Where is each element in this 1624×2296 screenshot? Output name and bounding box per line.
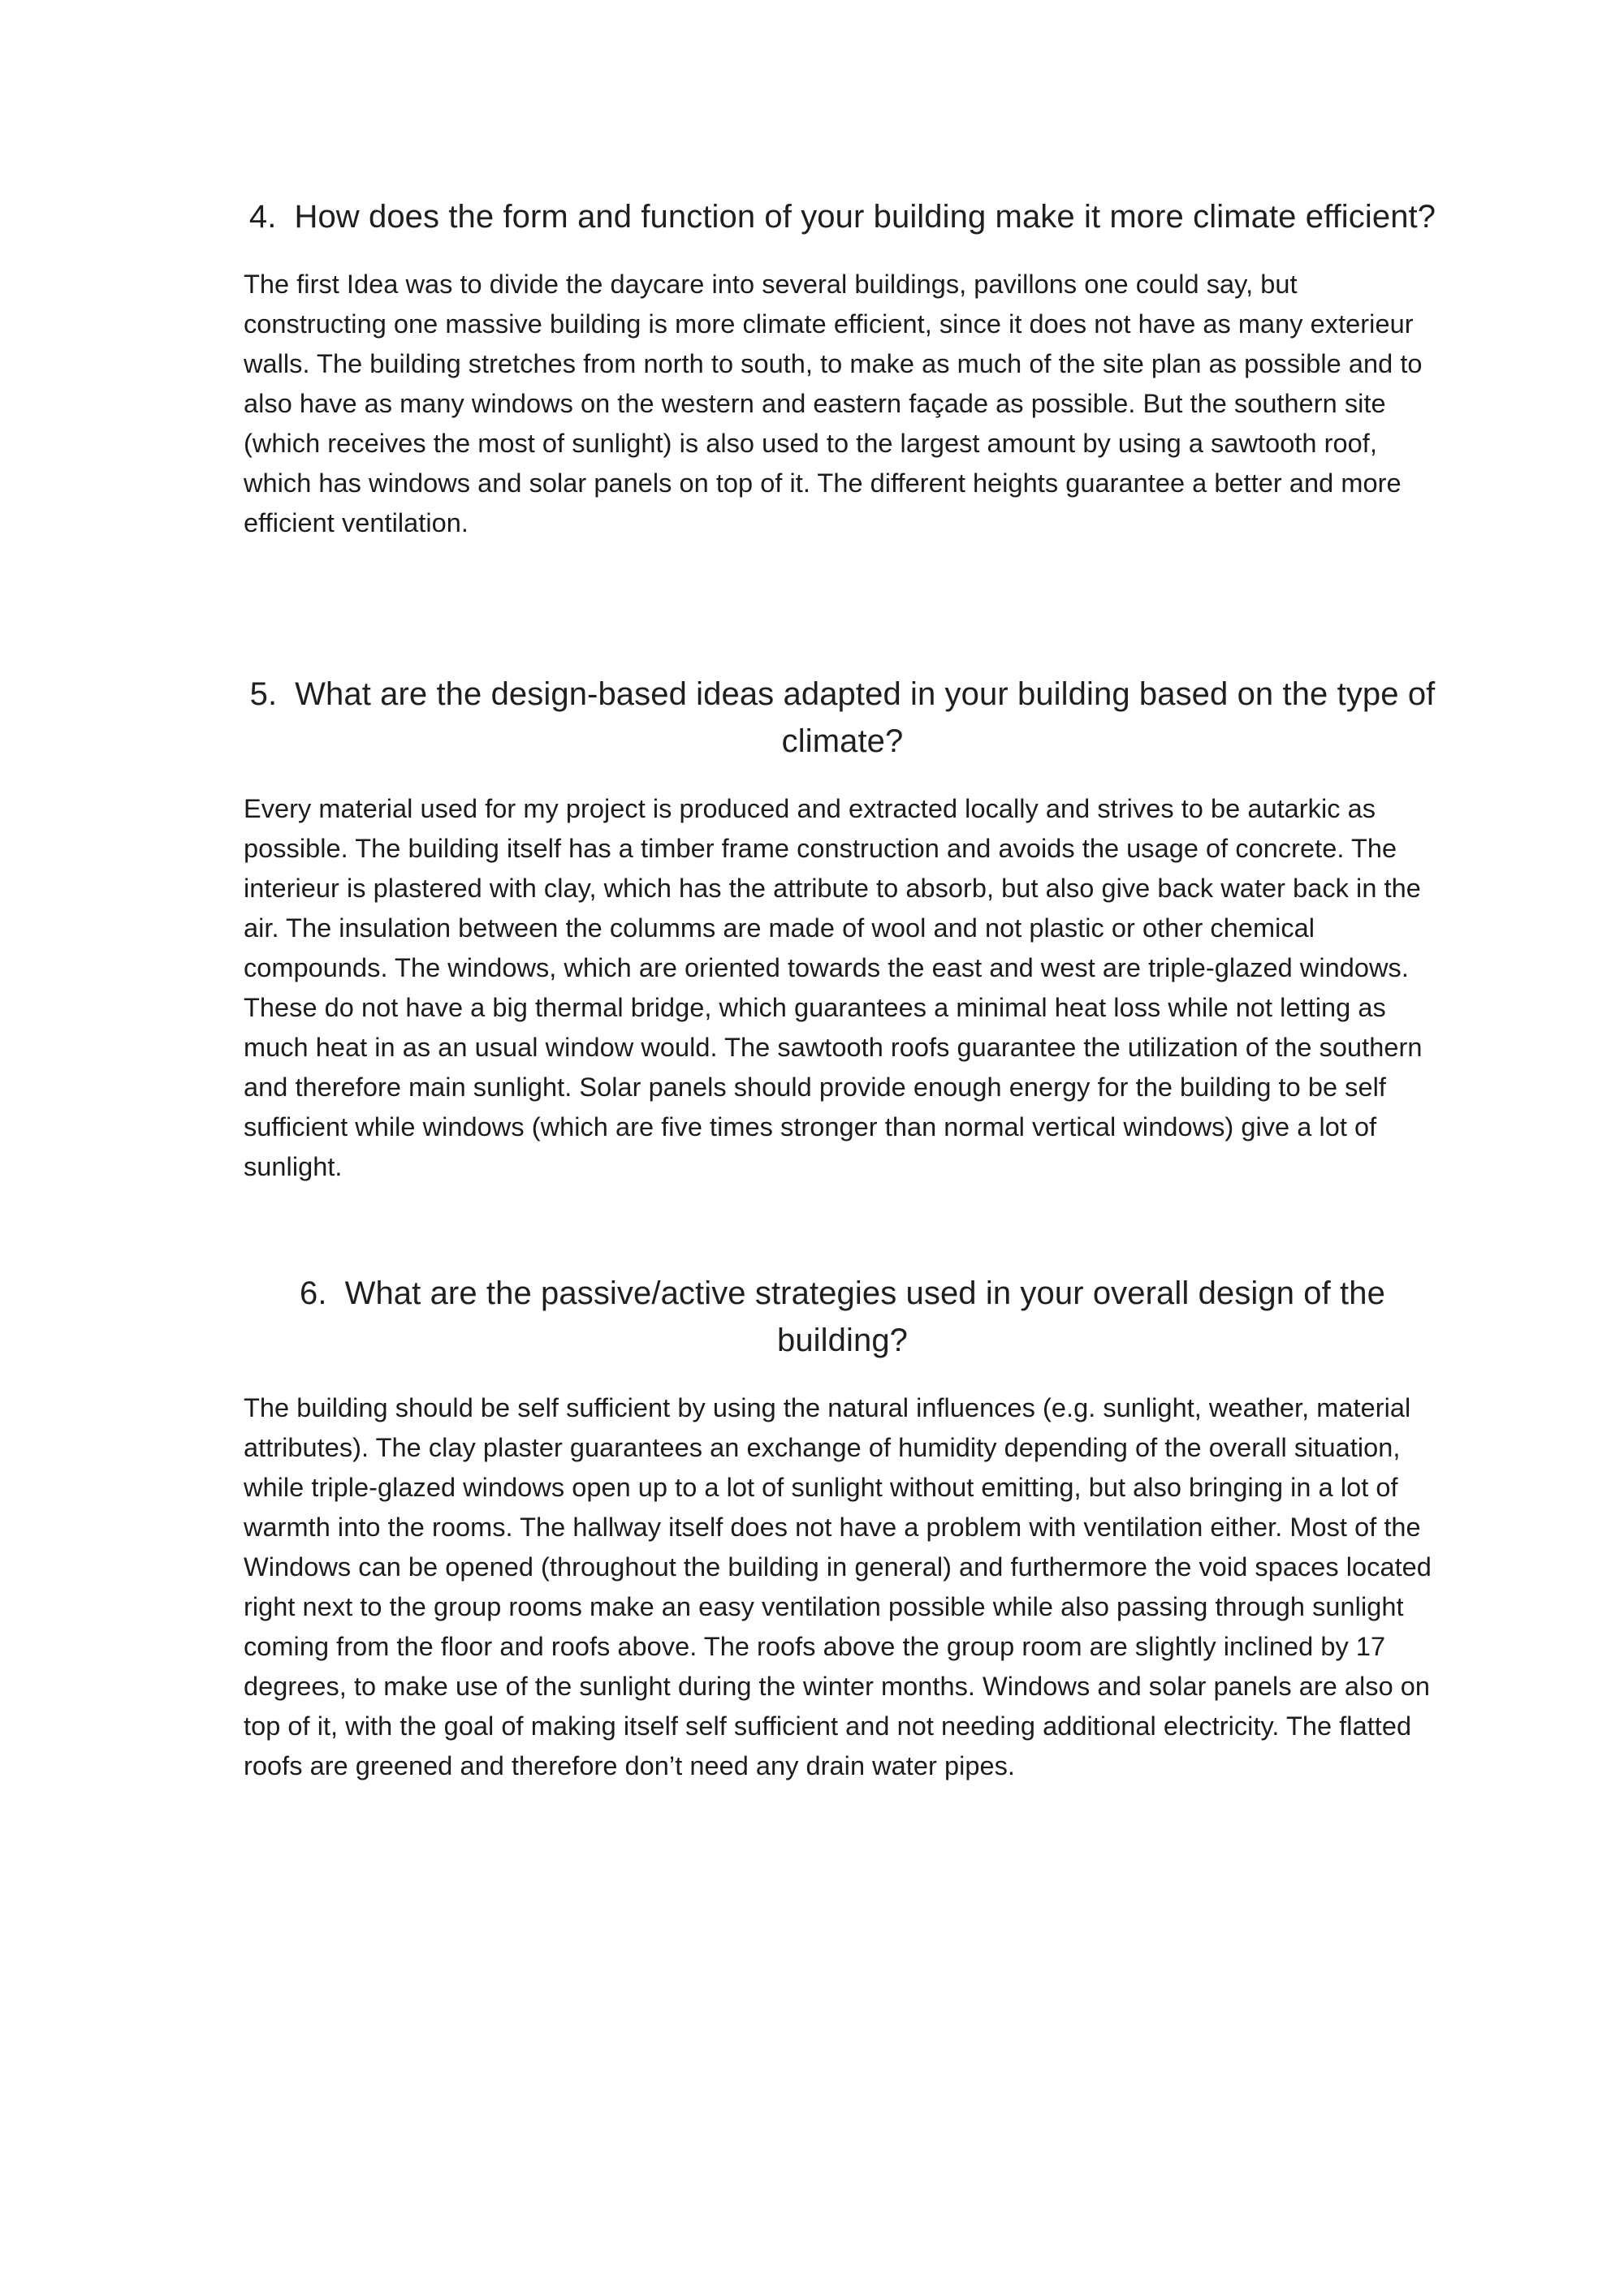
answer-paragraph-4: The first Idea was to divide the daycare into several buildings, pavillons one could say, but constructing one massive building is more climate efficient, since it does not have as many exterieur walls. The building stretches from north to south, to make as much of the site plan as possible and to also have as many windows on the western and eastern façade as possible. But the southern site (which receives the most of sunlight) is also used to the largest amount by using a sawtooth roof, which has windows and solar panels on top of it. The different heights guarantee a better and more efficient ventilation. — [244, 270, 1423, 537]
question-heading-6 — [244, 1270, 1441, 1364]
question-text: What are the passive/active strategies used in your overall design of the building? — [344, 1275, 1385, 1358]
question-text: What are the design-based ideas adapted in your building based on the type of climate? — [295, 676, 1436, 759]
question-section-5 — [244, 671, 1441, 1187]
question-section-6 — [244, 1270, 1441, 1786]
answer-paragraph-6: The building should be self sufficient by using the natural influences (e.g. sunlight, weather, material attributes). The clay plaster guarantees an exchange of humidity depending of the overall situation, while triple-glazed windows open up to a lot of sunlight without emitting, but also bringing in a lot of warmth into the rooms. The hallway itself does not have a problem with ventilation either. Most of the Windows can be opened (throughout the building in general) and furthermore the void spaces located right next to the group rooms make an easy ventilation possible while also passing through sunlight coming from the floor and roofs above. The roofs above the group room are slightly inclined by 17 degrees, to make use of the sunlight during the winter months. Windows and solar panels are also on top of it, with the goal of making itself self sufficient and not needing additional electricity. The flatted roofs are greened and therefore don’t need any drain water pipes. — [244, 1393, 1432, 1780]
question-heading-5 — [244, 671, 1441, 765]
question-heading-4 — [244, 193, 1441, 240]
question-number: 4. — [248, 199, 277, 235]
question-number: 5. — [249, 676, 278, 712]
question-text: How does the form and function of your building make it more climate efficient? — [294, 199, 1436, 235]
answer-paragraph-5: Every material used for my project is produced and extracted locally and strives to be autarkic as possible. The building itself has a timber frame construction and avoids the usage of concrete. The interieur is plastered with clay, which has the attribute to absorb, but also give back water back in the air. The insulation between the columms are made of wool and not plastic or other chemical compounds. The windows, which are oriented towards the east and west are triple-glazed windows. These do not have a big thermal bridge, which guarantees a minimal heat loss while not letting as much heat in as an usual window would. The sawtooth roofs guarantee the utilization of the southern and therefore main sunlight. Solar panels should provide enough energy for the building to be self sufficient while windows (which are five times stronger than normal vertical windows) give a lot of sunlight. — [244, 794, 1423, 1181]
question-number: 6. — [300, 1275, 327, 1311]
question-section-4 — [244, 193, 1441, 543]
